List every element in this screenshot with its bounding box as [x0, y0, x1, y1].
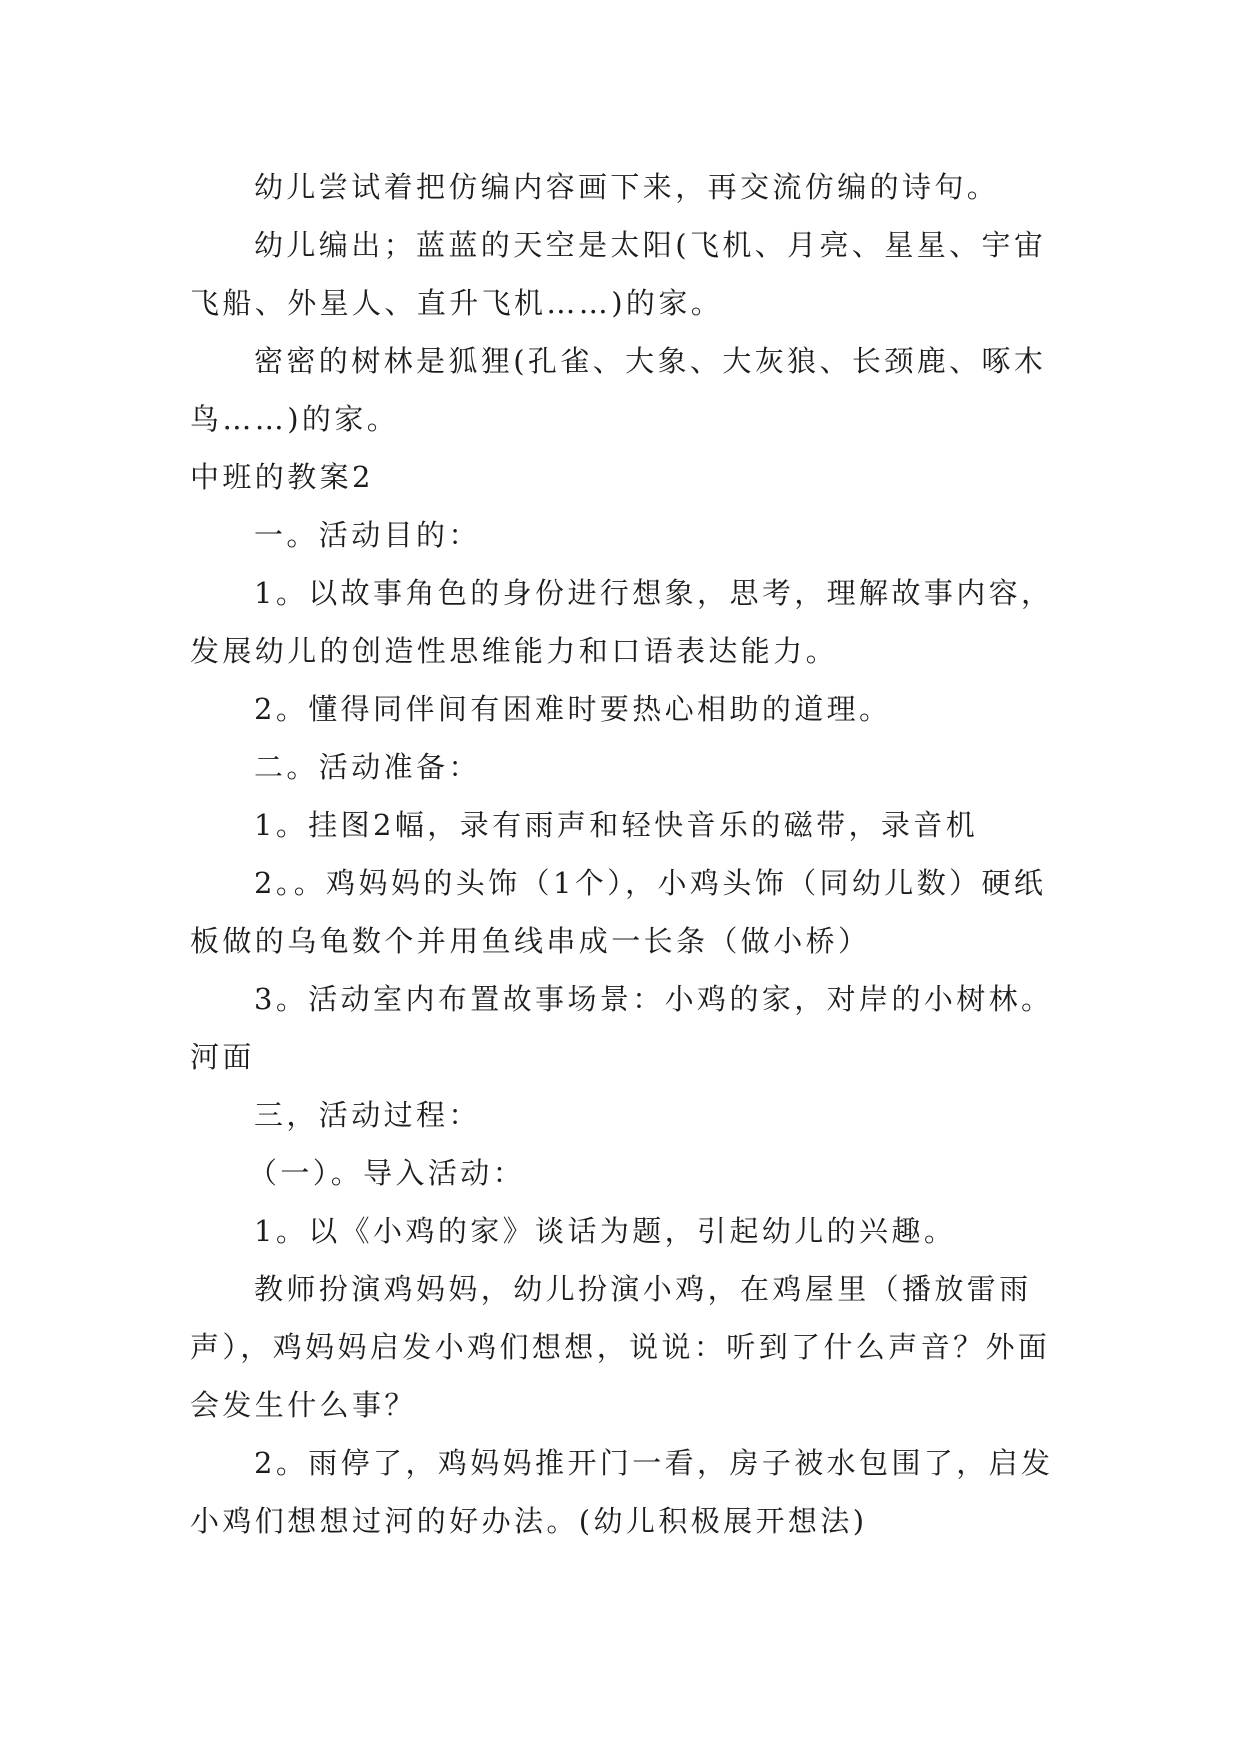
paragraph: 一。活动目的： — [254, 518, 481, 552]
paragraph: 1。以故事角色的身份进行想象，思考，理解故事内容，发展幼儿的创造性思维能力和口语表达能力。 — [190, 576, 1054, 668]
paragraph: 1。挂图2幅，录有雨声和轻快音乐的磁带，录音机 — [254, 808, 979, 842]
paragraph: 1。以《小鸡的家》谈话为题，引起幼儿的兴趣。 — [254, 1214, 957, 1248]
paragraph: 密密的树林是狐狸(孔雀、大象、大灰狼、长颈鹿、啄木鸟……)的家。 — [190, 344, 1047, 436]
paragraph: 幼儿编出；蓝蓝的天空是太阳(飞机、月亮、星星、宇宙飞船、外星人、直升飞机……)的家。 — [190, 228, 1047, 320]
document-body — [190, 158, 1060, 1550]
paragraph: 3。活动室内布置故事场景：小鸡的家，对岸的小树林。河面 — [190, 982, 1054, 1074]
paragraph: 教师扮演鸡妈妈，幼儿扮演小鸡，在鸡屋里（播放雷雨声），鸡妈妈启发小鸡们想想，说说：听到了什么声音？外面会发生什么事？ — [190, 1272, 1051, 1422]
paragraph: 幼儿尝试着把仿编内容画下来，再交流仿编的诗句。 — [254, 170, 1000, 204]
paragraph: 2。雨停了，鸡妈妈推开门一看，房子被水包围了，启发小鸡们想想过河的好办法。(幼儿积极展开想法) — [190, 1446, 1054, 1538]
paragraph: （一）。导入活动： — [248, 1156, 526, 1190]
paragraph: 2。懂得同伴间有困难时要热心相助的道理。 — [254, 692, 892, 726]
paragraph: 二。活动准备： — [254, 750, 481, 784]
paragraph: 2。。鸡妈妈的头饰（1个），小鸡头饰（同幼儿数）硬纸板做的乌龟数个并用鱼线串成一长条（做小桥） — [190, 866, 1047, 958]
section-heading: 中班的教案2 — [190, 460, 374, 494]
paragraph: 三，活动过程： — [254, 1098, 481, 1132]
